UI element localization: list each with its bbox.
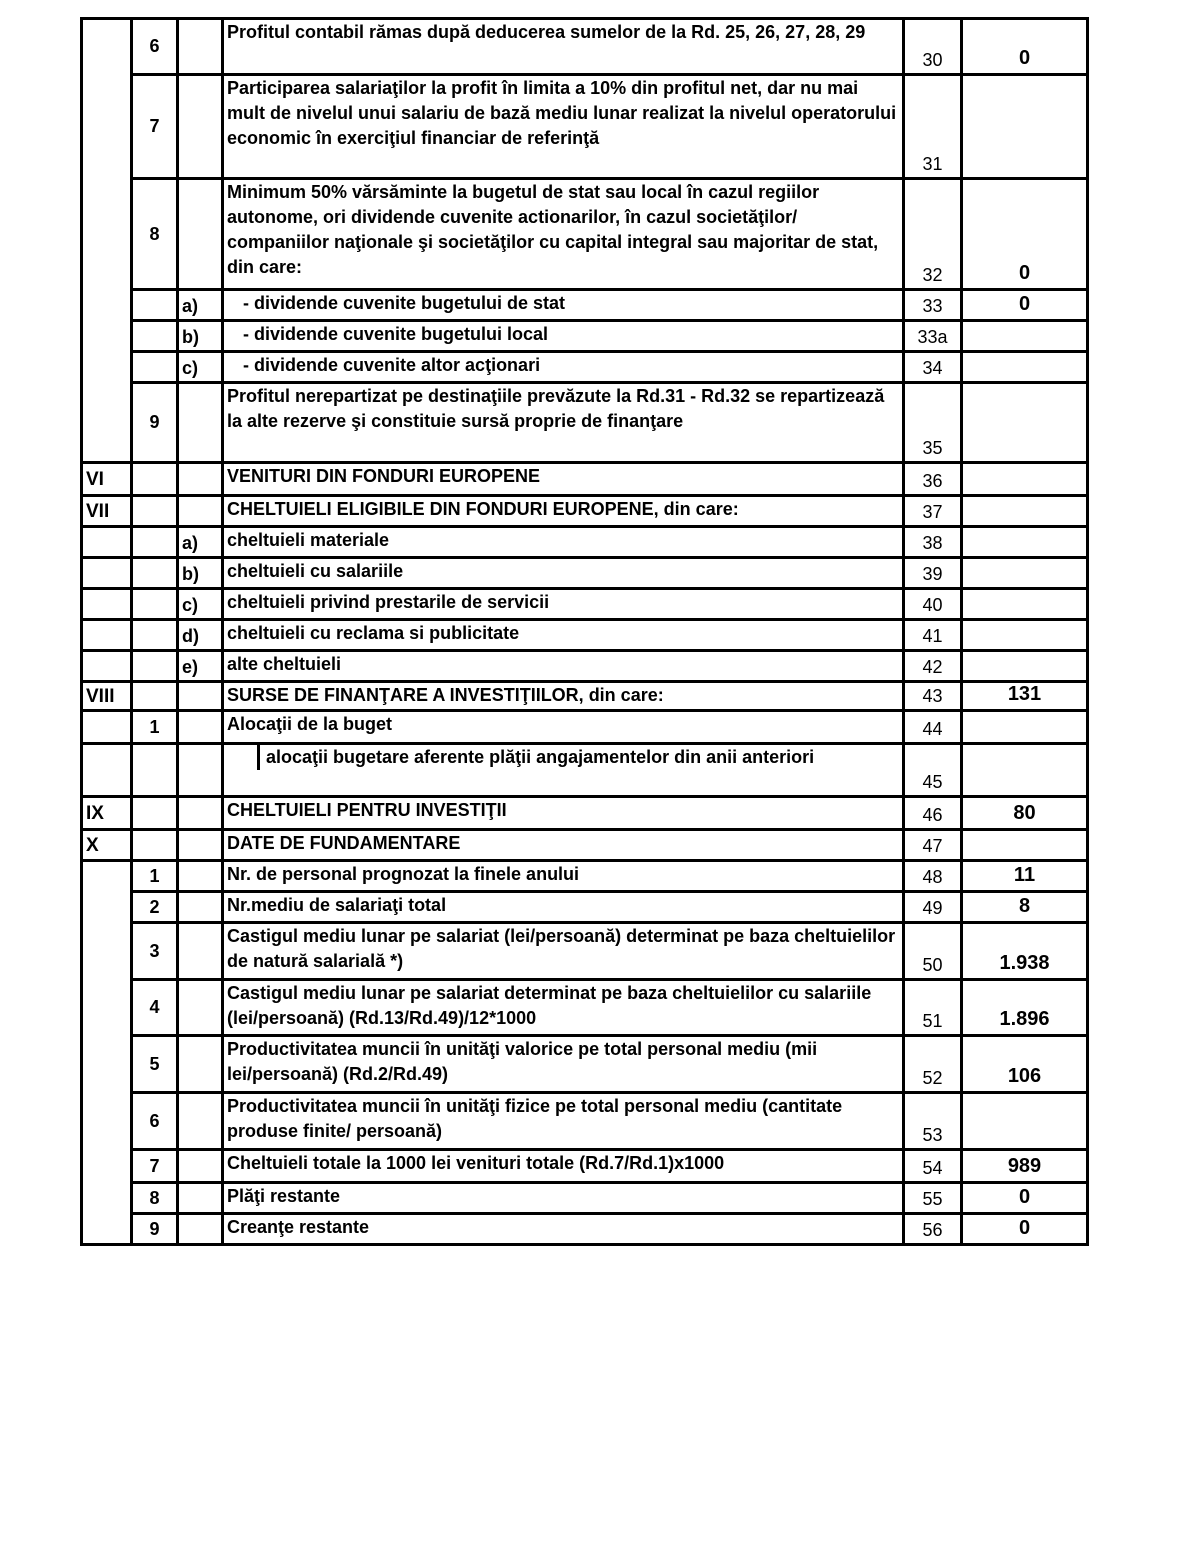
- description-text: Minimum 50% vărsăminte la bugetul de stat sau local în cazul regiilor autonome, ori dividende cuvenite actionarilor, în cazul societăţilor/ companiilor naţionale şi societăţilor cu capital integral sau majoritar de stat, din care:: [227, 182, 879, 277]
- section-cell: [82, 321, 132, 352]
- table-row: [82, 830, 1088, 861]
- sub-letter-cell: [178, 352, 223, 383]
- row-number-cell: [132, 682, 178, 711]
- description-text: Productivitatea muncii în unităţi fizice pe total personal mediu (cantitate produse finite/ persoană): [227, 1096, 843, 1141]
- section-cell: [82, 352, 132, 383]
- description-cell: [223, 1183, 904, 1214]
- row-number-cell: [132, 923, 178, 980]
- value-text: 1.896: [999, 1008, 1050, 1030]
- sub-letter-cell: [178, 923, 223, 980]
- value-cell: [962, 290, 1088, 321]
- row-number-cell: [132, 861, 178, 892]
- description-cell: [223, 682, 904, 711]
- value-text: 0: [1018, 1186, 1031, 1208]
- value-cell: [962, 496, 1088, 527]
- sub-letter-cell: [178, 75, 223, 179]
- rd-code-text: 50: [922, 955, 943, 975]
- value-cell: [962, 75, 1088, 179]
- rd-code-cell: [904, 744, 962, 797]
- sub-letter-cell: [178, 527, 223, 558]
- row-number-text: 5: [149, 1053, 160, 1074]
- description-text: Castigul mediu lunar pe salariat (lei/persoană) determinat pe baza cheltuielilor de natură salarială *): [227, 926, 896, 971]
- sub-letter-cell: [178, 290, 223, 321]
- description-cell: [223, 651, 904, 682]
- sub-letter-cell: [178, 321, 223, 352]
- row-number-text: 4: [149, 997, 160, 1017]
- rd-code-cell: [904, 980, 962, 1036]
- row-number-text: 9: [149, 412, 160, 432]
- sub-letter-cell: [178, 1093, 223, 1150]
- description-cell: [223, 1214, 904, 1245]
- description-text: CHELTUIELI ELIGIBILE DIN FONDURI EUROPENE, din care:: [227, 499, 739, 519]
- sub-letter-cell: [178, 1036, 223, 1093]
- description-cell: [223, 352, 904, 383]
- row-number-cell: [132, 463, 178, 496]
- value-text: 131: [1007, 683, 1042, 705]
- section-text: VII: [86, 501, 110, 522]
- table-row: [82, 321, 1088, 352]
- sub-letter-text: b): [182, 326, 199, 347]
- description-cell: [223, 589, 904, 620]
- row-number-cell: [132, 1093, 178, 1150]
- rd-code-cell: [904, 1150, 962, 1183]
- table-row: [82, 1093, 1088, 1150]
- section-cell: [82, 1214, 132, 1245]
- rd-code-cell: [904, 797, 962, 830]
- rd-code-text: 41: [922, 626, 943, 646]
- rd-code-cell: [904, 620, 962, 651]
- description-text: Productivitatea muncii în unităţi valorice pe total personal mediu (mii lei/persoană) (Rd.2/Rd.49): [227, 1039, 818, 1084]
- row-number-cell: [132, 1183, 178, 1214]
- table-row: [82, 527, 1088, 558]
- row-number-cell: [132, 75, 178, 179]
- description-text: alocaţii bugetare aferente plăţii angajamentelor din anii anteriori: [266, 747, 815, 767]
- value-text: 80: [1013, 802, 1036, 824]
- row-number-cell: [132, 651, 178, 682]
- section-cell: [82, 744, 132, 797]
- sub-letter-cell: [178, 179, 223, 290]
- rd-code-cell: [904, 321, 962, 352]
- rd-code-cell: [904, 923, 962, 980]
- description-cell: [223, 861, 904, 892]
- section-cell: [82, 496, 132, 527]
- table-row: [82, 744, 1088, 797]
- description-cell: [223, 1093, 904, 1150]
- rd-code-text: 44: [922, 719, 943, 739]
- value-text: 11: [1013, 864, 1036, 886]
- rd-code-text: 51: [922, 1011, 943, 1031]
- sub-letter-cell: [178, 1150, 223, 1183]
- rd-code-cell: [904, 861, 962, 892]
- section-cell: [82, 620, 132, 651]
- rd-code-text: 39: [922, 564, 943, 584]
- rd-code-cell: [904, 527, 962, 558]
- rd-code-text: 54: [922, 1158, 943, 1178]
- rd-code-text: 33a: [917, 327, 948, 347]
- sub-letter-cell: [178, 19, 223, 75]
- value-cell: [962, 1214, 1088, 1245]
- sub-letter-cell: [178, 589, 223, 620]
- section-cell: [82, 75, 132, 179]
- rd-code-cell: [904, 1214, 962, 1245]
- rd-code-cell: [904, 383, 962, 463]
- sub-letter-text: a): [182, 532, 199, 553]
- description-text: alte cheltuieli: [227, 654, 342, 674]
- description-text: VENITURI DIN FONDURI EUROPENE: [227, 466, 541, 486]
- value-cell: [962, 980, 1088, 1036]
- description-cell: [223, 744, 904, 797]
- value-cell: [962, 744, 1088, 797]
- row-number-cell: [132, 830, 178, 861]
- row-number-cell: [132, 179, 178, 290]
- rd-code-cell: [904, 496, 962, 527]
- description-cell: [223, 923, 904, 980]
- description-cell: [223, 892, 904, 923]
- sub-letter-text: d): [182, 625, 199, 646]
- rd-code-text: 52: [922, 1068, 943, 1088]
- sub-letter-cell: [178, 711, 223, 744]
- sub-letter-cell: [178, 1214, 223, 1245]
- row-number-cell: [132, 980, 178, 1036]
- sub-letter-cell: [178, 463, 223, 496]
- rd-code-text: 48: [922, 867, 943, 887]
- row-number-cell: [132, 527, 178, 558]
- description-cell: [223, 620, 904, 651]
- description-cell: [223, 980, 904, 1036]
- table-row: [82, 352, 1088, 383]
- row-number-cell: [132, 496, 178, 527]
- value-text: 0: [1018, 293, 1031, 315]
- value-text: 0: [1018, 47, 1031, 69]
- row-number-cell: [132, 558, 178, 589]
- row-number-cell: [132, 797, 178, 830]
- table-row: [82, 75, 1088, 179]
- value-cell: [962, 589, 1088, 620]
- sub-letter-cell: [178, 651, 223, 682]
- value-text: 0: [1018, 1217, 1031, 1239]
- description-cell: [223, 711, 904, 744]
- sub-letter-cell: [178, 797, 223, 830]
- rd-code-cell: [904, 1036, 962, 1093]
- sub-letter-cell: [178, 383, 223, 463]
- indent-divider: [227, 745, 260, 770]
- row-number-cell: [132, 744, 178, 797]
- rd-code-cell: [904, 1093, 962, 1150]
- section-text: VIII: [86, 686, 115, 707]
- row-number-text: 2: [149, 896, 160, 917]
- rd-code-cell: [904, 290, 962, 321]
- value-cell: [962, 383, 1088, 463]
- rd-code-text: 40: [922, 595, 943, 615]
- table-row: [82, 923, 1088, 980]
- value-cell: [962, 892, 1088, 923]
- rd-code-text: 55: [922, 1189, 943, 1209]
- description-text: CHELTUIELI PENTRU INVESTIŢII: [227, 800, 507, 820]
- rd-code-text: 43: [922, 686, 943, 706]
- row-number-cell: [132, 1214, 178, 1245]
- section-cell: [82, 179, 132, 290]
- value-cell: [962, 321, 1088, 352]
- value-text: 106: [1007, 1065, 1042, 1087]
- table-row: [82, 290, 1088, 321]
- row-number-cell: [132, 1150, 178, 1183]
- row-number-cell: [132, 321, 178, 352]
- section-cell: [82, 290, 132, 321]
- value-cell: [962, 463, 1088, 496]
- sub-letter-text: e): [182, 656, 199, 677]
- description-text: cheltuieli materiale: [227, 530, 390, 550]
- row-number-cell: [132, 620, 178, 651]
- description-text: Profitul contabil rămas după deducerea sumelor de la Rd. 25, 26, 27, 28, 29: [227, 22, 866, 42]
- table-row: [82, 980, 1088, 1036]
- rd-code-cell: [904, 558, 962, 589]
- description-text: - dividende cuvenite bugetului local: [243, 324, 549, 344]
- value-cell: [962, 527, 1088, 558]
- value-text: 8: [1018, 895, 1031, 917]
- description-text: - dividende cuvenite altor acţionari: [243, 355, 541, 375]
- rd-code-cell: [904, 892, 962, 923]
- section-cell: [82, 1150, 132, 1183]
- rd-code-text: 45: [922, 772, 943, 792]
- section-cell: [82, 682, 132, 711]
- value-cell: [962, 19, 1088, 75]
- row-number-text: 8: [149, 223, 160, 244]
- sub-letter-cell: [178, 620, 223, 651]
- rd-code-text: 47: [922, 836, 943, 856]
- table-row: [82, 589, 1088, 620]
- value-text: 989: [1007, 1155, 1042, 1177]
- sub-letter-cell: [178, 861, 223, 892]
- section-cell: [82, 1183, 132, 1214]
- table-row: [82, 1183, 1088, 1214]
- row-number-text: 6: [149, 36, 160, 56]
- table-row: [82, 496, 1088, 527]
- sub-letter-cell: [178, 496, 223, 527]
- section-cell: [82, 19, 132, 75]
- section-cell: [82, 589, 132, 620]
- row-number-cell: [132, 352, 178, 383]
- table-row: [82, 1214, 1088, 1245]
- rd-code-text: 34: [922, 358, 943, 378]
- rd-code-text: 30: [922, 50, 943, 70]
- row-number-text: 9: [149, 1218, 160, 1239]
- value-cell: [962, 352, 1088, 383]
- description-text: cheltuieli cu reclama si publicitate: [227, 623, 520, 643]
- section-cell: [82, 1036, 132, 1093]
- sub-letter-cell: [178, 892, 223, 923]
- description-text: Nr.mediu de salariaţi total: [227, 895, 447, 915]
- rd-code-cell: [904, 589, 962, 620]
- description-cell: [223, 463, 904, 496]
- description-text: SURSE DE FINANŢARE A INVESTIŢIILOR, din care:: [227, 685, 664, 705]
- description-cell: [223, 1150, 904, 1183]
- section-cell: [82, 797, 132, 830]
- description-text: cheltuieli privind prestarile de servicii: [227, 592, 550, 612]
- table-row: [82, 179, 1088, 290]
- description-text: Cheltuieli totale la 1000 lei venituri totale (Rd.7/Rd.1)x1000: [227, 1153, 725, 1173]
- description-text: Participarea salariaţilor la profit în limita a 10% din profitul net, dar nu mai mult de nivelul unui salariu de bază mediu lunar realizat la nivelul operatorului economic în exerciţiul financiar de referinţă: [227, 78, 897, 148]
- row-number-cell: [132, 711, 178, 744]
- rd-code-cell: [904, 651, 962, 682]
- value-text: 0: [1018, 262, 1031, 284]
- rd-code-text: 56: [922, 1220, 943, 1240]
- section-cell: [82, 1093, 132, 1150]
- row-number-cell: [132, 290, 178, 321]
- value-cell: [962, 179, 1088, 290]
- description-text: cheltuieli cu salariile: [227, 561, 404, 581]
- sub-letter-text: c): [182, 594, 199, 615]
- description-text: Castigul mediu lunar pe salariat determinat pe baza cheltuielilor cu salariile (lei/persoană) (Rd.13/Rd.49)/12*1000: [227, 983, 872, 1028]
- description-cell: [223, 321, 904, 352]
- sub-letter-text: b): [182, 563, 199, 584]
- table-row: [82, 463, 1088, 496]
- section-cell: [82, 711, 132, 744]
- description-cell: [223, 558, 904, 589]
- sub-letter-cell: [178, 682, 223, 711]
- value-cell: [962, 830, 1088, 861]
- value-cell: [962, 1150, 1088, 1183]
- table-row: [82, 651, 1088, 682]
- sub-letter-cell: [178, 830, 223, 861]
- description-text: Plăţi restante: [227, 1186, 341, 1206]
- rd-code-text: 35: [922, 438, 943, 458]
- value-cell: [962, 1036, 1088, 1093]
- description-cell: [223, 290, 904, 321]
- table-row: [82, 19, 1088, 75]
- rd-code-text: 37: [922, 502, 943, 522]
- table-row: [82, 892, 1088, 923]
- rd-code-cell: [904, 463, 962, 496]
- rd-code-text: 31: [922, 154, 943, 174]
- sub-letter-cell: [178, 744, 223, 797]
- description-cell: [223, 527, 904, 558]
- rd-code-cell: [904, 830, 962, 861]
- value-cell: [962, 1183, 1088, 1214]
- section-cell: [82, 383, 132, 463]
- section-text: X: [86, 835, 99, 856]
- description-cell: [223, 496, 904, 527]
- description-cell: [223, 1036, 904, 1093]
- row-number-text: 1: [149, 865, 160, 886]
- description-cell: [223, 383, 904, 463]
- section-cell: [82, 923, 132, 980]
- row-number-cell: [132, 589, 178, 620]
- row-number-text: 7: [149, 116, 160, 136]
- value-cell: [962, 923, 1088, 980]
- description-text: Creanţe restante: [227, 1217, 370, 1237]
- row-number-cell: [132, 383, 178, 463]
- sub-letter-text: a): [182, 295, 199, 316]
- section-cell: [82, 527, 132, 558]
- section-cell: [82, 830, 132, 861]
- section-cell: [82, 558, 132, 589]
- rd-code-cell: [904, 75, 962, 179]
- rd-code-cell: [904, 682, 962, 711]
- row-number-cell: [132, 1036, 178, 1093]
- description-cell: [223, 797, 904, 830]
- description-text: Profitul nerepartizat pe destinaţiile prevăzute la Rd.31 - Rd.32 se repartizează la alte rezerve şi constituie sursă proprie de finanţare: [227, 386, 885, 431]
- description-text: - dividende cuvenite bugetului de stat: [243, 293, 566, 313]
- table-row: [82, 711, 1088, 744]
- rd-code-cell: [904, 711, 962, 744]
- rd-code-text: 38: [922, 533, 943, 553]
- value-text: 1.938: [999, 952, 1050, 974]
- description-text: Nr. de personal prognozat la finele anului: [227, 864, 580, 884]
- rd-code-text: 46: [922, 805, 943, 825]
- value-cell: [962, 797, 1088, 830]
- value-cell: [962, 558, 1088, 589]
- budget-table: [80, 17, 1089, 1246]
- description-cell: [223, 19, 904, 75]
- section-cell: [82, 651, 132, 682]
- value-cell: [962, 1093, 1088, 1150]
- rd-code-cell: [904, 179, 962, 290]
- table-row: [82, 620, 1088, 651]
- row-number-text: 8: [149, 1187, 160, 1208]
- description-cell: [223, 830, 904, 861]
- rd-code-cell: [904, 1183, 962, 1214]
- description-cell: [223, 75, 904, 179]
- sub-letter-text: c): [182, 357, 199, 378]
- rd-code-cell: [904, 19, 962, 75]
- table-row: [82, 383, 1088, 463]
- value-cell: [962, 861, 1088, 892]
- value-cell: [962, 620, 1088, 651]
- table-row: [82, 682, 1088, 711]
- description-text: DATE DE FUNDAMENTARE: [227, 833, 461, 853]
- row-number-text: 7: [149, 1155, 160, 1176]
- sub-letter-cell: [178, 980, 223, 1036]
- rd-code-text: 49: [922, 898, 943, 918]
- description-text: Alocaţii de la buget: [227, 714, 393, 734]
- section-text: VI: [86, 469, 104, 490]
- sub-letter-cell: [178, 1183, 223, 1214]
- row-number-cell: [132, 892, 178, 923]
- row-number-text: 1: [149, 716, 160, 737]
- value-cell: [962, 651, 1088, 682]
- rd-code-cell: [904, 352, 962, 383]
- value-cell: [962, 682, 1088, 711]
- section-cell: [82, 861, 132, 892]
- rd-code-text: 53: [922, 1125, 943, 1145]
- rd-code-text: 33: [922, 296, 943, 316]
- section-cell: [82, 892, 132, 923]
- section-text: IX: [86, 803, 104, 824]
- table-row: [82, 861, 1088, 892]
- rd-code-text: 42: [922, 657, 943, 677]
- row-number-text: 6: [149, 1110, 160, 1131]
- table-row: [82, 558, 1088, 589]
- section-cell: [82, 980, 132, 1036]
- rd-code-text: 32: [922, 265, 943, 285]
- description-cell: [223, 179, 904, 290]
- section-cell: [82, 463, 132, 496]
- rd-code-text: 36: [922, 471, 943, 491]
- row-number-text: 3: [149, 940, 160, 961]
- budget-table-body: [82, 19, 1088, 1245]
- value-cell: [962, 711, 1088, 744]
- table-row: [82, 1036, 1088, 1093]
- table-row: [82, 1150, 1088, 1183]
- row-number-cell: [132, 19, 178, 75]
- table-row: [82, 797, 1088, 830]
- sub-letter-cell: [178, 558, 223, 589]
